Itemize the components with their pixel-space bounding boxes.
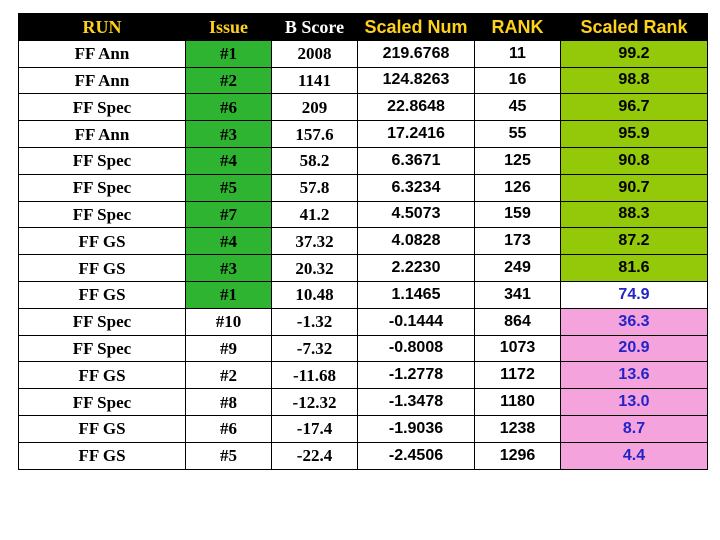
scaled-num-cell: -0.1444 <box>358 308 475 335</box>
run-cell: FF Ann <box>19 40 186 67</box>
table-row <box>19 442 708 469</box>
rank-cell: 1172 <box>475 362 561 389</box>
run-cell: FF Spec <box>19 94 186 121</box>
scaled-rank-cell: 13.0 <box>561 389 708 416</box>
scaled-rank-cell: 96.7 <box>561 94 708 121</box>
b-score-cell: 41.2 <box>272 201 358 228</box>
rank-cell: 45 <box>475 94 561 121</box>
issue-cell: #4 <box>186 147 272 174</box>
table-body <box>19 40 708 469</box>
table-row <box>19 40 708 67</box>
b-score-cell: 209 <box>272 94 358 121</box>
scaled-num-cell: 22.8648 <box>358 94 475 121</box>
table-row <box>19 121 708 148</box>
issue-cell: #3 <box>186 255 272 282</box>
scaled-rank-cell: 8.7 <box>561 415 708 442</box>
scaled-rank-cell: 87.2 <box>561 228 708 255</box>
scaled-num-cell: -2.4506 <box>358 442 475 469</box>
b-score-cell: 2008 <box>272 40 358 67</box>
scaled-num-cell: 124.8263 <box>358 67 475 94</box>
run-cell: FF Spec <box>19 389 186 416</box>
rank-cell: 341 <box>475 281 561 308</box>
scaled-num-cell: -1.3478 <box>358 389 475 416</box>
run-cell: FF GS <box>19 442 186 469</box>
header-row <box>19 14 708 41</box>
scaled-rank-cell: 74.9 <box>561 281 708 308</box>
column-header-run: RUN <box>19 14 186 41</box>
scaled-num-cell: -0.8008 <box>358 335 475 362</box>
run-cell: FF Spec <box>19 174 186 201</box>
scaled-num-cell: 6.3671 <box>358 147 475 174</box>
issue-cell: #7 <box>186 201 272 228</box>
column-header-issue: Issue <box>186 14 272 41</box>
issue-cell: #2 <box>186 362 272 389</box>
scaled-num-cell: -1.9036 <box>358 415 475 442</box>
table-row <box>19 228 708 255</box>
b-score-cell: 10.48 <box>272 281 358 308</box>
scaled-num-cell: -1.2778 <box>358 362 475 389</box>
b-score-cell: -12.32 <box>272 389 358 416</box>
issue-cell: #10 <box>186 308 272 335</box>
column-header-scaled-rank: Scaled Rank <box>561 14 708 41</box>
run-cell: FF Spec <box>19 147 186 174</box>
rank-cell: 55 <box>475 121 561 148</box>
scaled-rank-cell: 99.2 <box>561 40 708 67</box>
table-row <box>19 389 708 416</box>
rank-cell: 1180 <box>475 389 561 416</box>
issue-cell: #2 <box>186 67 272 94</box>
scaled-rank-cell: 81.6 <box>561 255 708 282</box>
scaled-num-cell: 1.1465 <box>358 281 475 308</box>
scaled-num-cell: 219.6768 <box>358 40 475 67</box>
scaled-rank-cell: 4.4 <box>561 442 708 469</box>
run-cell: FF Ann <box>19 121 186 148</box>
scaled-rank-cell: 20.9 <box>561 335 708 362</box>
issue-cell: #8 <box>186 389 272 416</box>
rank-cell: 125 <box>475 147 561 174</box>
column-header-b-score: B Score <box>272 14 358 41</box>
run-cell: FF Spec <box>19 308 186 335</box>
b-score-cell: -1.32 <box>272 308 358 335</box>
issue-cell: #6 <box>186 415 272 442</box>
scaled-rank-cell: 36.3 <box>561 308 708 335</box>
table-row <box>19 362 708 389</box>
rank-cell: 11 <box>475 40 561 67</box>
b-score-cell: -7.32 <box>272 335 358 362</box>
run-cell: FF GS <box>19 228 186 255</box>
issue-cell: #5 <box>186 442 272 469</box>
column-header-rank: RANK <box>475 14 561 41</box>
run-cell: FF GS <box>19 362 186 389</box>
b-score-cell: 37.32 <box>272 228 358 255</box>
scaled-rank-cell: 13.6 <box>561 362 708 389</box>
issue-cell: #3 <box>186 121 272 148</box>
b-score-cell: 57.8 <box>272 174 358 201</box>
run-cell: FF GS <box>19 415 186 442</box>
table-row <box>19 335 708 362</box>
table-row <box>19 308 708 335</box>
scaled-num-cell: 6.3234 <box>358 174 475 201</box>
rank-cell: 126 <box>475 174 561 201</box>
run-cell: FF Spec <box>19 335 186 362</box>
issue-cell: #4 <box>186 228 272 255</box>
column-header-scaled-num: Scaled Num <box>358 14 475 41</box>
b-score-cell: 20.32 <box>272 255 358 282</box>
b-score-cell: 157.6 <box>272 121 358 148</box>
rank-cell: 1296 <box>475 442 561 469</box>
table-row <box>19 415 708 442</box>
rank-cell: 1238 <box>475 415 561 442</box>
b-score-cell: -11.68 <box>272 362 358 389</box>
scaled-num-cell: 4.0828 <box>358 228 475 255</box>
table-row <box>19 94 708 121</box>
b-score-cell: 1141 <box>272 67 358 94</box>
scaled-rank-cell: 95.9 <box>561 121 708 148</box>
score-table <box>18 13 708 470</box>
issue-cell: #9 <box>186 335 272 362</box>
run-cell: FF Spec <box>19 201 186 228</box>
rank-cell: 249 <box>475 255 561 282</box>
run-cell: FF Ann <box>19 67 186 94</box>
issue-cell: #1 <box>186 40 272 67</box>
rank-cell: 16 <box>475 67 561 94</box>
issue-cell: #1 <box>186 281 272 308</box>
table-row <box>19 281 708 308</box>
scaled-rank-cell: 90.7 <box>561 174 708 201</box>
issue-cell: #5 <box>186 174 272 201</box>
issue-cell: #6 <box>186 94 272 121</box>
run-cell: FF GS <box>19 281 186 308</box>
table-row <box>19 201 708 228</box>
table-row <box>19 255 708 282</box>
scaled-rank-cell: 90.8 <box>561 147 708 174</box>
rank-cell: 864 <box>475 308 561 335</box>
rank-cell: 159 <box>475 201 561 228</box>
scaled-num-cell: 4.5073 <box>358 201 475 228</box>
scaled-rank-cell: 88.3 <box>561 201 708 228</box>
table-row <box>19 174 708 201</box>
table-row <box>19 67 708 94</box>
scaled-num-cell: 17.2416 <box>358 121 475 148</box>
rank-cell: 173 <box>475 228 561 255</box>
scaled-rank-cell: 98.8 <box>561 67 708 94</box>
b-score-cell: 58.2 <box>272 147 358 174</box>
b-score-cell: -22.4 <box>272 442 358 469</box>
rank-cell: 1073 <box>475 335 561 362</box>
table-row <box>19 147 708 174</box>
scaled-num-cell: 2.2230 <box>358 255 475 282</box>
b-score-cell: -17.4 <box>272 415 358 442</box>
run-cell: FF GS <box>19 255 186 282</box>
